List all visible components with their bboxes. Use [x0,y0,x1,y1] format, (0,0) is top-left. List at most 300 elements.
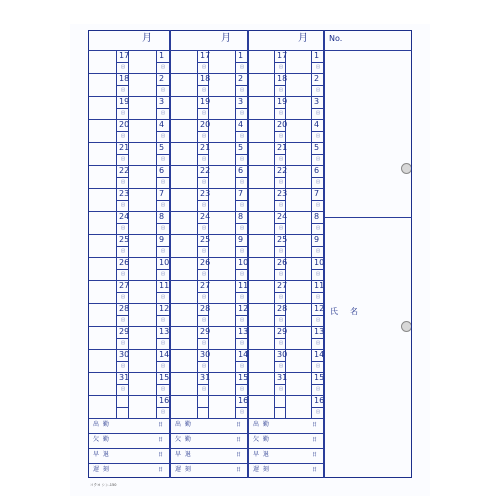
day-number-right: 12 [159,304,170,313]
summary-row-rule [249,433,324,434]
month-label: 月 [142,33,152,44]
day-number-right: 1 [238,51,244,60]
day-half-rule [116,407,128,408]
day-half-rule [156,131,170,132]
summary-label: 遅 刻 [93,466,110,473]
day-row-rule [89,372,170,373]
day-half-rule [274,85,285,86]
day-unit-mark: 日 [121,340,125,345]
attendance-card [88,30,412,478]
day-unit-mark: 日 [316,87,320,92]
summary-label: 遅 刻 [175,466,192,473]
summary-row-rule [89,433,170,434]
day-number-right: 9 [159,235,165,244]
day-row-rule [89,188,170,189]
day-number-right: 4 [314,120,320,129]
day-number-left: 28 [277,304,288,313]
day-unit-mark: 日 [202,363,206,368]
day-number-left: 26 [200,258,211,267]
summary-label: 早 退 [175,451,192,458]
day-half-rule [197,177,208,178]
day-number-right: 8 [238,212,244,221]
summary-row-rule [171,433,248,434]
day-unit-mark: 日 [316,202,320,207]
day-half-rule [156,315,170,316]
day-half-rule [116,131,128,132]
day-unit-mark: 日 [279,87,283,92]
day-half-rule [235,154,248,155]
day-number-left: 31 [200,373,211,382]
day-unit-mark: 日 [161,317,165,322]
day-unit-mark: 日 [161,271,165,276]
day-number-right: 15 [314,373,325,382]
day-unit-mark: 日 [121,248,125,253]
day-half-rule [311,223,324,224]
day-half-rule [116,338,128,339]
day-half-rule [197,407,208,408]
day-unit-mark: 日 [279,156,283,161]
day-number-left: 18 [277,74,288,83]
day-half-rule [274,338,285,339]
day-half-rule [274,177,285,178]
summary-unit: 日 [236,467,242,473]
day-unit-mark: 日 [279,133,283,138]
day-unit-mark: 日 [161,248,165,253]
day-unit-mark: 日 [240,248,244,253]
day-unit-mark: 日 [316,156,320,161]
day-number-right: 16 [314,396,325,405]
day-half-rule [197,384,208,385]
day-unit-mark: 日 [279,110,283,115]
summary-row-rule [89,448,170,449]
day-number-right: 3 [159,97,165,106]
day-unit-mark: 日 [202,110,206,115]
day-unit-mark: 日 [316,386,320,391]
day-half-rule [116,292,128,293]
day-number-left: 17 [119,51,130,60]
day-number-left: 23 [119,189,130,198]
day-unit-mark: 日 [202,317,206,322]
day-number-right: 3 [238,97,244,106]
day-number-right: 2 [314,74,320,83]
day-unit-mark: 日 [161,225,165,230]
month-label: 月 [221,33,231,44]
day-row-rule [89,257,170,258]
number-label: No. [329,34,343,43]
day-unit-mark: 日 [161,64,165,69]
day-number-right: 6 [314,166,320,175]
day-number-right: 6 [238,166,244,175]
day-half-rule [197,246,208,247]
day-unit-mark: 日 [202,386,206,391]
day-number-left: 21 [200,143,211,152]
day-unit-mark: 日 [121,110,125,115]
day-unit-mark: 日 [202,64,206,69]
day-unit-mark: 日 [161,110,165,115]
day-unit-mark: 日 [202,87,206,92]
day-unit-mark: 日 [279,340,283,345]
day-number-left: 30 [119,350,130,359]
day-number-left: 31 [119,373,130,382]
day-number-right: 13 [159,327,170,336]
day-row-rule [89,119,170,120]
summary-unit: 日 [158,422,164,428]
day-unit-mark: 日 [240,156,244,161]
day-number-left: 26 [119,258,130,267]
summary-row-rule [249,463,324,464]
day-number-left: 28 [119,304,130,313]
day-half-rule [156,200,170,201]
day-number-right: 5 [314,143,320,152]
summary-top-rule [249,418,324,419]
summary-top-rule [89,418,170,419]
day-unit-mark: 日 [279,386,283,391]
day-number-right: 11 [238,281,249,290]
day-unit-mark: 日 [202,248,206,253]
day-number-right: 12 [238,304,249,313]
side-panel-divider [323,30,325,478]
day-half-rule [311,384,324,385]
day-unit-mark: 日 [316,225,320,230]
day-unit-mark: 日 [240,294,244,299]
day-half-rule [197,131,208,132]
day-number-left: 22 [277,166,288,175]
day-unit-mark: 日 [279,202,283,207]
day-number-right: 5 [159,143,165,152]
day-unit-mark: 日 [279,248,283,253]
day-half-rule [311,246,324,247]
day-half-rule [197,154,208,155]
day-row-rule [89,349,170,350]
summary-top-rule [171,418,248,419]
summary-label: 早 退 [253,451,270,458]
day-half-rule [116,85,128,86]
day-unit-mark: 日 [121,179,125,184]
day-half-rule [235,269,248,270]
day-half-rule [116,154,128,155]
day-row-rule [89,280,170,281]
day-half-rule [274,292,285,293]
summary-label: 出 勤 [253,421,270,428]
day-half-rule [311,338,324,339]
day-number-left: 25 [200,235,211,244]
day-number-left: 19 [119,97,130,106]
day-half-rule [116,361,128,362]
day-number-right: 14 [159,350,170,359]
day-unit-mark: 日 [240,87,244,92]
day-row-rule [249,395,324,396]
day-half-rule [311,269,324,270]
day-half-rule [116,62,128,63]
day-half-rule [311,292,324,293]
day-unit-mark: 日 [121,133,125,138]
day-number-left: 19 [200,97,211,106]
day-number-right: 4 [238,120,244,129]
month-label: 月 [298,33,308,44]
month-column-divider [247,30,249,478]
day-number-right: 4 [159,120,165,129]
day-unit-mark: 日 [279,64,283,69]
day-half-rule [274,62,285,63]
day-number-left: 29 [200,327,211,336]
day-unit-mark: 日 [121,386,125,391]
day-number-left: 20 [119,120,130,129]
day-half-rule [311,177,324,178]
day-half-rule [311,108,324,109]
day-half-rule [156,223,170,224]
day-unit-mark: 日 [316,340,320,345]
day-half-rule [156,269,170,270]
month-column-divider [169,30,171,478]
day-number-right: 13 [238,327,249,336]
summary-unit: 日 [158,452,164,458]
summary-unit: 日 [312,467,318,473]
day-number-right: 10 [314,258,325,267]
day-unit-mark: 日 [279,179,283,184]
day-unit-mark: 日 [202,340,206,345]
day-number-left: 29 [277,327,288,336]
day-unit-mark: 日 [240,64,244,69]
day-number-right: 3 [314,97,320,106]
day-half-rule [274,223,285,224]
day-unit-mark: 日 [279,294,283,299]
day-half-rule [311,154,324,155]
day-number-right: 10 [159,258,170,267]
day-unit-mark: 日 [121,87,125,92]
day-row-rule [171,395,248,396]
day-unit-mark: 日 [279,225,283,230]
day-half-rule [197,361,208,362]
day-number-left: 20 [200,120,211,129]
summary-unit: 日 [236,452,242,458]
day-unit-mark: 日 [316,363,320,368]
day-number-left: 29 [119,327,130,336]
day-unit-mark: 日 [240,110,244,115]
day-half-rule [274,200,285,201]
day-half-rule [311,85,324,86]
day-unit-mark: 日 [240,317,244,322]
day-half-rule [235,223,248,224]
day-unit-mark: 日 [202,225,206,230]
day-half-rule [116,200,128,201]
day-number-left: 31 [277,373,288,382]
summary-unit: 日 [236,422,242,428]
day-half-rule [156,85,170,86]
day-number-left: 28 [200,304,211,313]
day-half-rule [156,177,170,178]
day-unit-mark: 日 [279,271,283,276]
day-half-rule [235,338,248,339]
day-half-rule [156,361,170,362]
day-number-left: 27 [277,281,288,290]
summary-unit: 日 [158,467,164,473]
day-unit-mark: 日 [316,409,320,414]
day-row-rule [89,73,170,74]
footer-product-code: コクヨ シン-150 [90,483,117,487]
day-row-rule [89,395,170,396]
day-number-right: 10 [238,258,249,267]
summary-row-rule [171,463,248,464]
summary-label: 早 退 [93,451,110,458]
day-half-rule [311,62,324,63]
day-number-right: 15 [159,373,170,382]
day-number-left: 27 [200,281,211,290]
day-number-left: 22 [200,166,211,175]
summary-row-rule [249,448,324,449]
day-unit-mark: 日 [161,87,165,92]
day-unit-mark: 日 [279,363,283,368]
day-unit-mark: 日 [161,386,165,391]
day-number-right: 9 [314,235,320,244]
day-half-rule [197,292,208,293]
day-unit-mark: 日 [316,294,320,299]
day-unit-mark: 日 [240,340,244,345]
day-half-rule [197,62,208,63]
day-unit-mark: 日 [202,179,206,184]
day-number-right: 11 [159,281,170,290]
day-unit-mark: 日 [202,156,206,161]
day-number-right: 2 [238,74,244,83]
day-half-rule [274,407,285,408]
day-unit-mark: 日 [316,64,320,69]
day-number-left: 26 [277,258,288,267]
day-number-left: 20 [277,120,288,129]
day-unit-mark: 日 [279,317,283,322]
day-unit-mark: 日 [240,386,244,391]
day-unit-mark: 日 [121,202,125,207]
day-number-right: 9 [238,235,244,244]
day-half-rule [197,338,208,339]
day-half-rule [235,177,248,178]
day-half-rule [311,361,324,362]
day-half-rule [156,407,170,408]
day-half-rule [274,246,285,247]
day-number-left: 21 [277,143,288,152]
summary-label: 欠 勤 [93,436,110,443]
day-number-right: 1 [314,51,320,60]
day-unit-mark: 日 [161,409,165,414]
summary-unit: 日 [312,422,318,428]
day-unit-mark: 日 [161,133,165,138]
day-unit-mark: 日 [202,202,206,207]
day-unit-mark: 日 [161,294,165,299]
day-unit-mark: 日 [240,179,244,184]
summary-label: 出 勤 [175,421,192,428]
day-half-rule [116,384,128,385]
day-unit-mark: 日 [240,202,244,207]
day-unit-mark: 日 [316,248,320,253]
day-unit-mark: 日 [202,133,206,138]
day-row-rule [89,142,170,143]
day-number-right: 13 [314,327,325,336]
day-number-right: 8 [314,212,320,221]
summary-row-rule [171,448,248,449]
day-number-right: 15 [238,373,249,382]
day-half-rule [116,269,128,270]
day-half-rule [116,108,128,109]
day-unit-mark: 日 [121,64,125,69]
day-number-right: 16 [238,396,249,405]
day-half-rule [116,315,128,316]
day-number-right: 2 [159,74,165,83]
day-unit-mark: 日 [316,317,320,322]
day-unit-mark: 日 [161,340,165,345]
day-number-left: 22 [119,166,130,175]
day-half-rule [235,85,248,86]
day-unit-mark: 日 [161,202,165,207]
day-half-rule [274,361,285,362]
name-label: 氏 名 [330,307,360,316]
day-half-rule [235,131,248,132]
day-half-rule [156,246,170,247]
day-half-rule [311,131,324,132]
day-unit-mark: 日 [161,363,165,368]
day-number-right: 11 [314,281,325,290]
day-number-right: 14 [314,350,325,359]
day-row-rule [89,211,170,212]
day-unit-mark: 日 [240,363,244,368]
day-number-left: 23 [200,189,211,198]
day-unit-mark: 日 [161,179,165,184]
day-number-left: 25 [277,235,288,244]
day-number-left: 17 [277,51,288,60]
summary-label: 遅 刻 [253,466,270,473]
day-number-left: 21 [119,143,130,152]
day-half-rule [274,384,285,385]
day-number-right: 7 [314,189,320,198]
day-row-rule [89,165,170,166]
day-row-rule [89,234,170,235]
day-half-rule [274,315,285,316]
number-rule [324,50,412,51]
day-half-rule [156,108,170,109]
day-number-right: 5 [238,143,244,152]
day-unit-mark: 日 [316,271,320,276]
summary-unit: 日 [312,452,318,458]
day-half-rule [197,315,208,316]
day-half-rule [235,292,248,293]
summary-label: 出 勤 [93,421,110,428]
day-number-right: 16 [159,396,170,405]
day-half-rule [274,154,285,155]
day-unit-mark: 日 [202,294,206,299]
day-unit-mark: 日 [316,133,320,138]
day-number-left: 25 [119,235,130,244]
day-unit-mark: 日 [121,225,125,230]
day-row-rule [89,96,170,97]
day-half-rule [116,223,128,224]
name-section-rule [324,217,412,218]
day-half-rule [235,384,248,385]
day-half-rule [156,62,170,63]
day-number-left: 19 [277,97,288,106]
day-unit-mark: 日 [121,271,125,276]
day-half-rule [235,108,248,109]
day-number-left: 30 [277,350,288,359]
day-number-right: 7 [238,189,244,198]
day-row-rule [89,326,170,327]
day-number-right: 12 [314,304,325,313]
day-half-rule [156,154,170,155]
summary-unit: 日 [158,437,164,443]
day-half-rule [156,338,170,339]
day-unit-mark: 日 [161,156,165,161]
day-unit-mark: 日 [316,179,320,184]
day-number-left: 24 [119,212,130,221]
summary-unit: 日 [312,437,318,443]
day-half-rule [197,223,208,224]
day-number-right: 7 [159,189,165,198]
